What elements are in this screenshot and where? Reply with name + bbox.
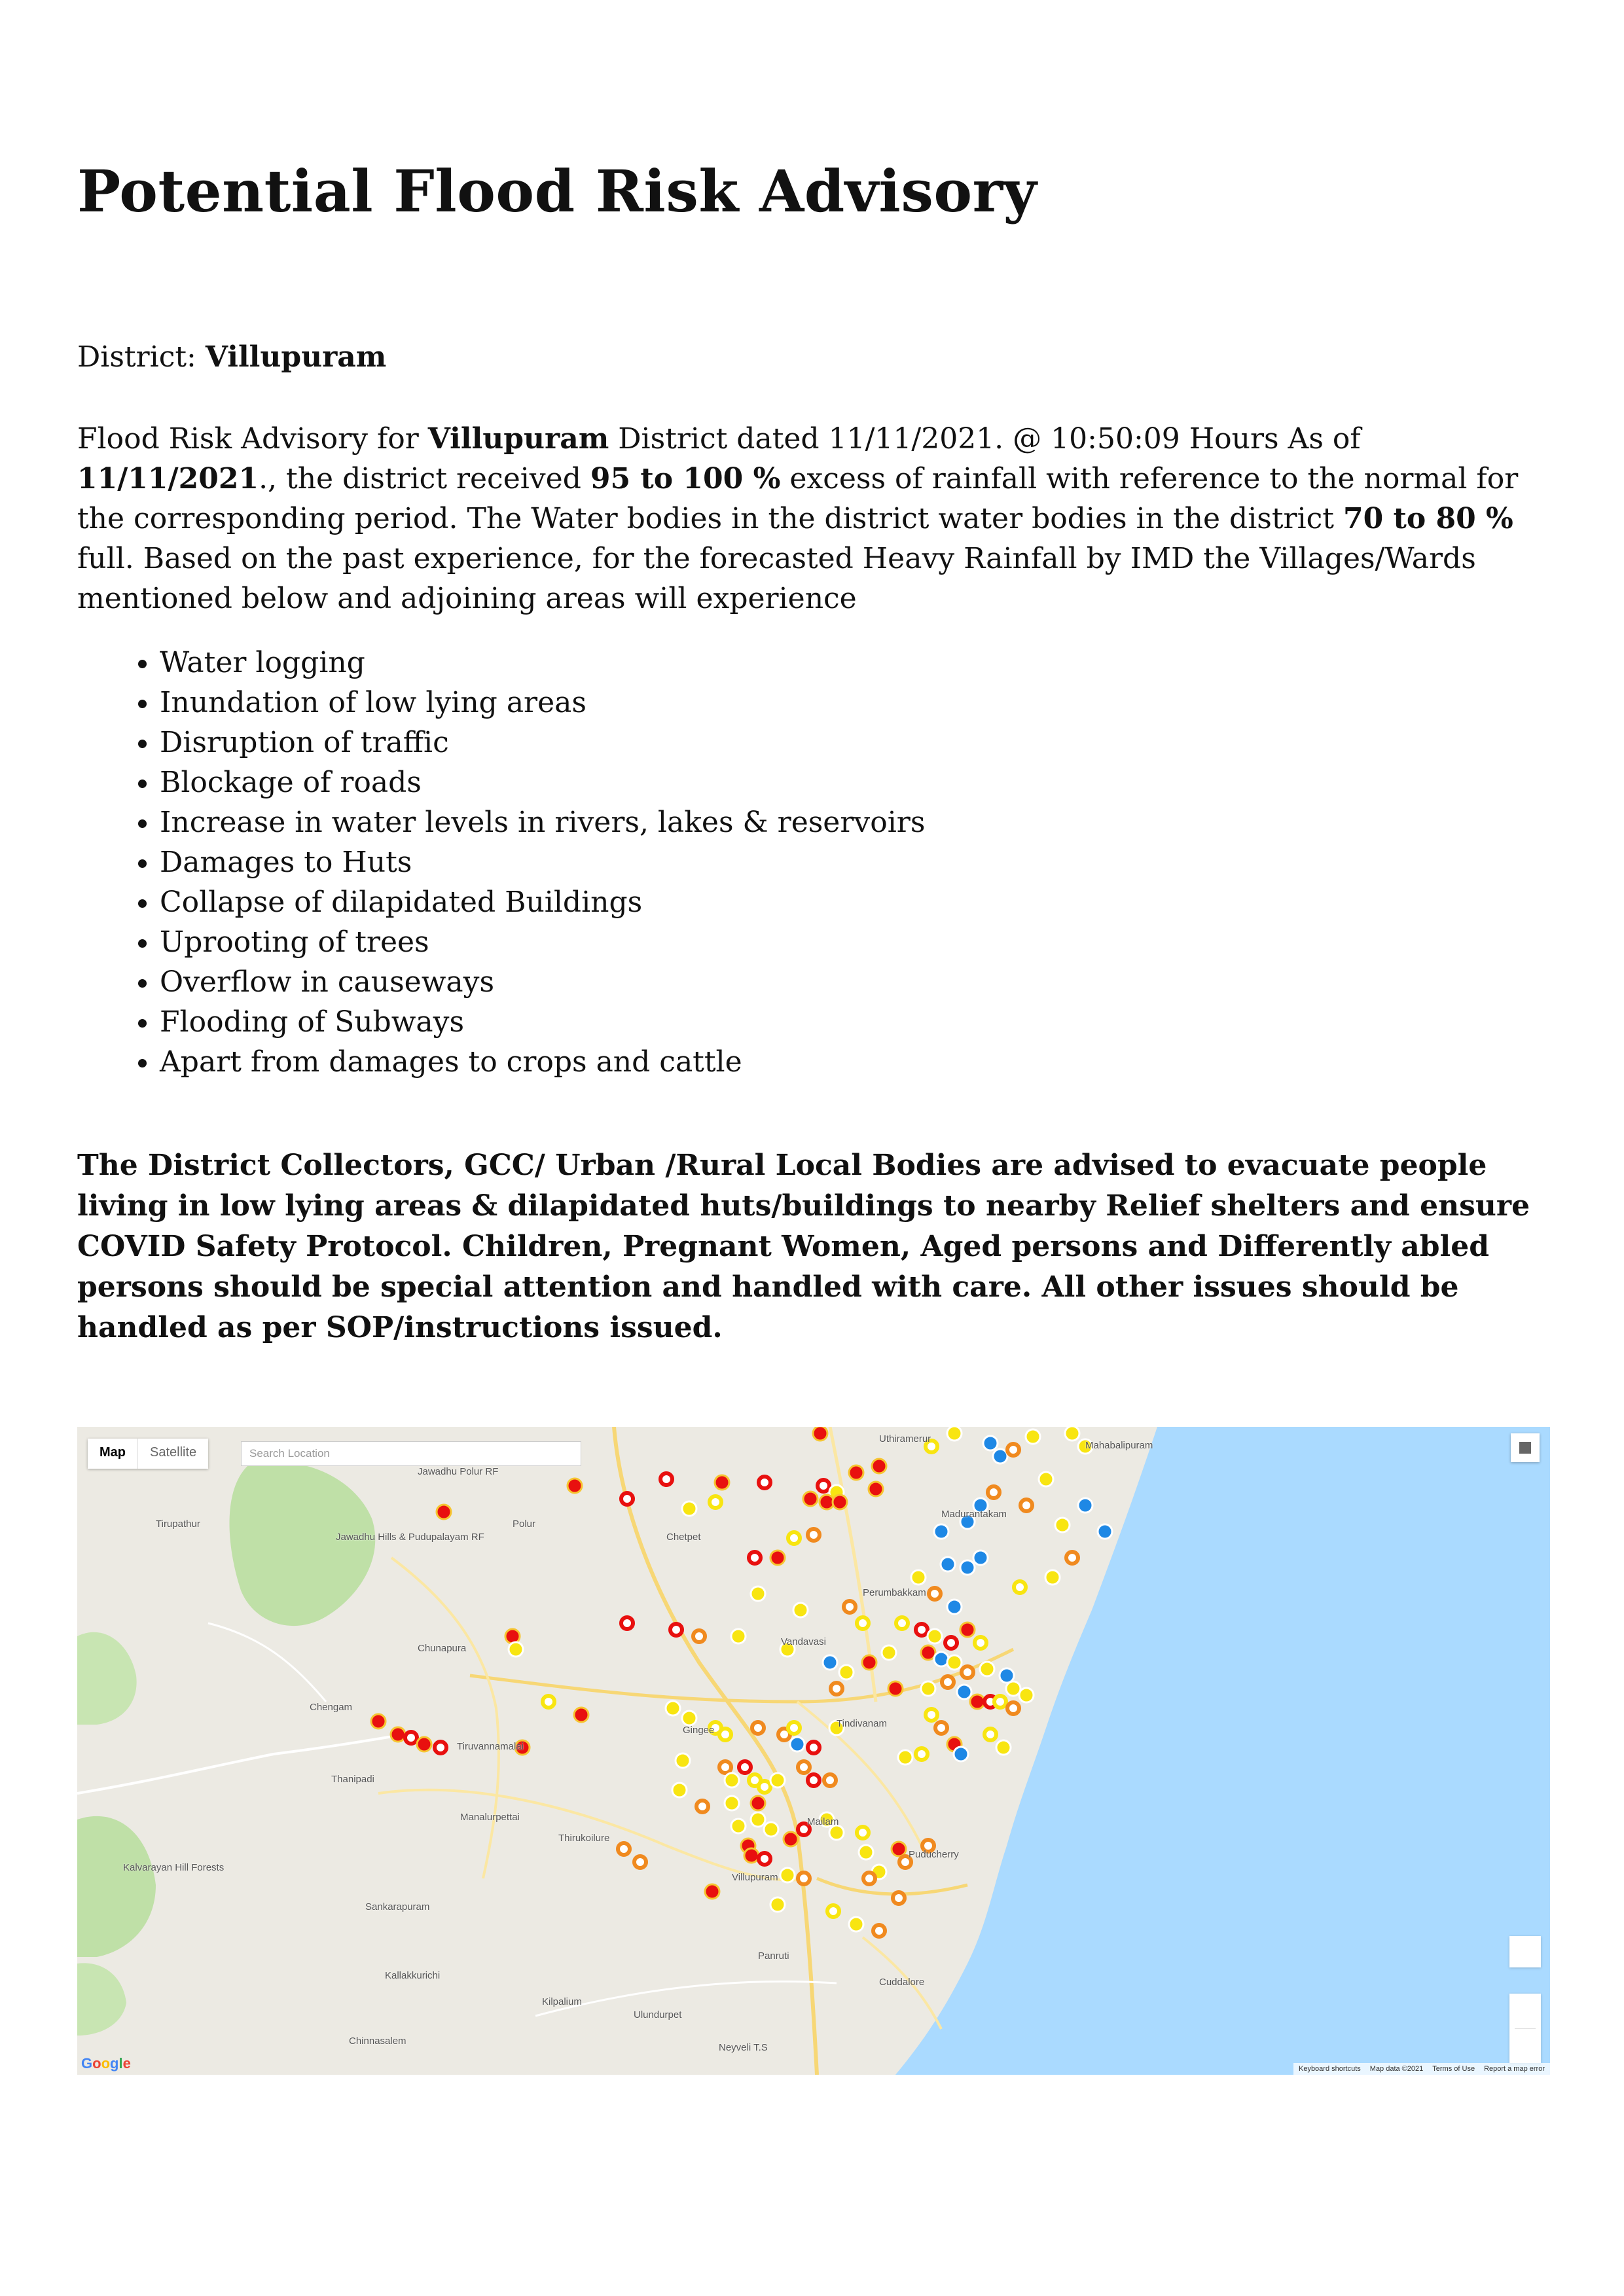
risk-marker[interactable] (744, 1848, 759, 1863)
risk-marker[interactable] (621, 1617, 633, 1629)
risk-marker[interactable] (710, 1496, 721, 1508)
advisory-text: Flood Risk Advisory for (77, 422, 428, 456)
risk-marker[interactable] (1055, 1518, 1070, 1532)
map-data-text: Map data ©2021 (1369, 2065, 1424, 2073)
risk-marker[interactable] (666, 1701, 680, 1715)
risk-marker[interactable] (660, 1473, 672, 1485)
place-label: Gingee (683, 1725, 715, 1736)
risk-marker[interactable] (417, 1737, 431, 1751)
risk-marker[interactable] (1039, 1472, 1053, 1486)
advisory-text: ., the district received (259, 462, 590, 495)
report-error-link[interactable]: Report a map error (1484, 2065, 1545, 2073)
keyboard-shortcuts-link[interactable]: Keyboard shortcuts (1298, 2065, 1361, 2073)
risk-marker[interactable] (872, 1459, 886, 1473)
risk-marker[interactable] (1098, 1524, 1112, 1539)
risk-marker[interactable] (405, 1732, 417, 1744)
risk-marker[interactable] (962, 1666, 973, 1678)
risk-marker[interactable] (882, 1645, 896, 1660)
risk-marker[interactable] (892, 1842, 906, 1856)
place-label: Polur (513, 1518, 536, 1530)
place-label: Chunapura (418, 1643, 467, 1654)
map-tab[interactable]: Map (99, 1445, 126, 1460)
risk-marker[interactable] (621, 1493, 633, 1505)
risk-marker[interactable] (833, 1495, 847, 1509)
risk-marker[interactable] (947, 1427, 962, 1441)
risk-marker[interactable] (682, 1711, 696, 1725)
page-title: Potential Flood Risk Advisory (77, 157, 1038, 225)
risk-marker[interactable] (751, 1812, 765, 1827)
place-label: Tindivanam (837, 1718, 887, 1729)
list-item: • Water logging (160, 643, 925, 683)
risk-marker[interactable] (790, 1737, 804, 1751)
risk-marker[interactable] (921, 1681, 935, 1696)
fullscreen-button[interactable] (1511, 1433, 1540, 1462)
risk-marker[interactable] (857, 1827, 869, 1839)
risk-marker[interactable] (391, 1727, 405, 1742)
list-item: • Inundation of low lying areas (160, 683, 925, 723)
advisory-paragraph (77, 419, 1550, 619)
effects-list (77, 643, 925, 1082)
place-label: Jawadhu Hills & Pudupalayam RF (336, 1532, 484, 1543)
risk-marker[interactable] (896, 1617, 908, 1629)
risk-marker[interactable] (857, 1617, 869, 1629)
risk-marker[interactable] (1066, 1552, 1078, 1564)
risk-marker[interactable] (798, 1873, 810, 1884)
place-label: Thirukoilure (558, 1833, 610, 1844)
risk-marker[interactable] (831, 1683, 842, 1695)
risk-marker[interactable] (693, 1630, 705, 1642)
flood-risk-map[interactable] (77, 1427, 1550, 2075)
risk-marker[interactable] (682, 1501, 696, 1516)
place-label: Chetpet (666, 1532, 701, 1543)
risk-marker[interactable] (749, 1552, 761, 1564)
risk-marker[interactable] (898, 1750, 912, 1765)
risk-marker[interactable] (634, 1856, 646, 1868)
place-label: Kallakkurichi (385, 1970, 441, 1981)
risk-marker[interactable] (862, 1655, 876, 1670)
risk-marker[interactable] (849, 1917, 863, 1931)
risk-marker[interactable] (929, 1588, 941, 1600)
risk-marker[interactable] (813, 1427, 827, 1441)
risk-marker[interactable] (945, 1637, 957, 1649)
risk-marker[interactable] (676, 1753, 690, 1768)
map-type-toggle (88, 1439, 208, 1469)
risk-marker[interactable] (759, 1477, 770, 1488)
place-label: Thanipadi (331, 1774, 374, 1785)
risk-marker[interactable] (911, 1570, 926, 1585)
advisory-text: full. Based on the past experience, for the forecasted Heavy Rainfall by IMD the Villages/Wards mentioned below and adjoining areas will experience (77, 542, 1476, 615)
risk-marker[interactable] (926, 1709, 937, 1721)
risk-marker[interactable] (725, 1796, 739, 1810)
risk-marker[interactable] (957, 1685, 971, 1699)
risk-marker[interactable] (759, 1853, 770, 1865)
risk-marker[interactable] (916, 1624, 928, 1636)
advisory-text: District dated 11/11/2021. @ 10:50:09 Hours As of (609, 422, 1361, 456)
list-item: • Overflow in causeways (160, 962, 925, 1002)
risk-marker[interactable] (928, 1629, 942, 1643)
risk-marker[interactable] (770, 1897, 785, 1912)
risk-marker[interactable] (873, 1925, 885, 1937)
search-input[interactable]: Search Location (241, 1441, 581, 1466)
list-item: • Disruption of traffic (160, 723, 925, 762)
place-label: Chinnasalem (349, 2036, 406, 2047)
advisory-text: excess of rainfall with reference to the normal for the corresponding period. The Water bodies in the district water bodies in the district (77, 462, 1519, 535)
risk-marker[interactable] (824, 1774, 836, 1786)
risk-marker[interactable] (941, 1557, 955, 1571)
risk-marker[interactable] (670, 1624, 682, 1636)
risk-marker[interactable] (942, 1676, 954, 1688)
place-label: Panruti (758, 1950, 789, 1962)
risk-marker[interactable] (839, 1665, 854, 1679)
place-label: Puducherry (909, 1849, 959, 1860)
risk-marker[interactable] (543, 1696, 554, 1708)
risk-marker[interactable] (808, 1742, 820, 1753)
risk-marker[interactable] (993, 1449, 1007, 1463)
risk-marker[interactable] (808, 1774, 820, 1786)
risk-marker[interactable] (752, 1722, 764, 1734)
risk-marker[interactable] (960, 1623, 975, 1637)
risk-marker[interactable] (859, 1845, 873, 1859)
place-label: Uthiramerur (879, 1433, 931, 1444)
google-logo: Google (81, 2055, 131, 2072)
water-level: 70 to 80 % (1343, 502, 1513, 535)
risk-marker[interactable] (888, 1681, 903, 1696)
rainfall-excess: 95 to 100 % (590, 462, 781, 495)
risk-marker[interactable] (829, 1825, 844, 1840)
list-item: • Collapse of dilapidated Buildings (160, 882, 925, 922)
risk-marker[interactable] (1026, 1429, 1040, 1444)
satellite-tab[interactable]: Satellite (137, 1439, 208, 1469)
place-label: Manalurpettai (460, 1812, 520, 1823)
terms-link[interactable]: Terms of Use (1432, 2065, 1475, 2073)
risk-marker[interactable] (705, 1884, 719, 1899)
place-label: Neyveli T.S (719, 2042, 768, 2053)
list-item: • Uprooting of trees (160, 922, 925, 962)
risk-marker[interactable] (947, 1655, 962, 1670)
risk-marker[interactable] (808, 1529, 820, 1541)
risk-marker[interactable] (818, 1480, 829, 1492)
risk-marker[interactable] (574, 1708, 588, 1722)
risk-marker[interactable] (1065, 1427, 1079, 1441)
map-footer (1293, 2063, 1550, 2075)
place-label: Tiruvannamalai (457, 1741, 524, 1752)
risk-marker[interactable] (893, 1892, 905, 1904)
list-item: • Apart from damages to crops and cattle (160, 1042, 925, 1082)
risk-marker[interactable] (1007, 1444, 1019, 1456)
risk-marker[interactable] (435, 1742, 446, 1753)
place-label: Kalvarayan Hill Forests (123, 1862, 225, 1873)
risk-marker[interactable] (618, 1843, 630, 1855)
risk-marker[interactable] (849, 1465, 863, 1480)
place-label: Madurantakam (941, 1509, 1007, 1520)
risk-marker[interactable] (960, 1560, 975, 1575)
risk-marker[interactable] (980, 1662, 994, 1676)
risk-marker[interactable] (1045, 1570, 1060, 1585)
list-item: • Blockage of roads (160, 762, 925, 802)
risk-marker[interactable] (770, 1551, 785, 1565)
risk-marker[interactable] (751, 1796, 765, 1810)
risk-marker[interactable] (696, 1801, 708, 1812)
risk-marker[interactable] (947, 1600, 962, 1614)
risk-marker[interactable] (715, 1475, 729, 1490)
risk-marker[interactable] (803, 1492, 818, 1506)
risk-marker[interactable] (764, 1822, 778, 1837)
zoom-divider (1515, 2028, 1536, 2029)
risk-marker[interactable] (505, 1629, 520, 1643)
risk-marker[interactable] (827, 1905, 839, 1917)
risk-marker[interactable] (869, 1482, 883, 1496)
risk-marker[interactable] (568, 1479, 582, 1493)
risk-marker[interactable] (731, 1819, 746, 1833)
risk-marker[interactable] (437, 1505, 451, 1519)
place-label: Chengam (310, 1702, 353, 1713)
risk-marker[interactable] (770, 1773, 785, 1787)
street-view-button[interactable] (1509, 1936, 1541, 1967)
risk-marker[interactable] (970, 1695, 984, 1709)
place-label: Sankarapuram (365, 1901, 430, 1912)
place-label: Villupuram (732, 1872, 778, 1883)
place-label: Cuddalore (879, 1977, 925, 1988)
risk-marker[interactable] (983, 1436, 998, 1450)
risk-marker[interactable] (1014, 1581, 1026, 1593)
risk-marker[interactable] (1019, 1688, 1034, 1702)
risk-marker[interactable] (731, 1629, 746, 1643)
risk-marker[interactable] (719, 1761, 731, 1773)
district-name: Villupuram (205, 340, 387, 374)
district-line (77, 340, 386, 374)
district-label: District: (77, 340, 206, 374)
risk-marker[interactable] (371, 1714, 386, 1729)
place-label: Ulundurpet (634, 2009, 682, 2020)
risk-marker[interactable] (751, 1587, 765, 1601)
risk-marker[interactable] (1000, 1668, 1014, 1683)
risk-marker[interactable] (793, 1603, 808, 1617)
place-label: Perumbakkam (863, 1587, 926, 1598)
map-basemap (77, 1427, 1550, 2075)
list-item: • Damages to Huts (160, 842, 925, 882)
risk-marker[interactable] (988, 1486, 1000, 1498)
zoom-control[interactable] (1509, 1994, 1541, 2063)
risk-marker[interactable] (1007, 1702, 1019, 1714)
place-label: Vandavasi (781, 1636, 826, 1647)
risk-marker[interactable] (759, 1781, 770, 1793)
risk-marker[interactable] (921, 1645, 935, 1660)
list-item: • Increase in water levels in rivers, lakes & reservoirs (160, 802, 925, 842)
risk-marker[interactable] (798, 1761, 810, 1773)
risk-marker[interactable] (984, 1729, 996, 1740)
risk-marker[interactable] (934, 1652, 948, 1666)
risk-marker[interactable] (1078, 1498, 1092, 1513)
risk-marker[interactable] (509, 1642, 523, 1657)
advisory-date: 11/11/2021 (77, 462, 259, 495)
risk-marker[interactable] (784, 1832, 798, 1846)
place-label: Jawadhu Polur RF (418, 1466, 499, 1477)
place-label: Mailam (807, 1816, 839, 1827)
risk-marker[interactable] (788, 1532, 800, 1544)
risk-marker[interactable] (934, 1524, 948, 1539)
collector-notice: The District Collectors, GCC/ Urban /Rural Local Bodies are advised to evacuate people living in low lying areas & dilapidated huts/buildings to nearby Relief shelters and ensure COVID Safety Protocol. Children, Pregnant Women, Aged persons and Differently abled persons should be special attention and handled with care. All other issues should be handled as per SOP/instructions issued. (77, 1149, 1530, 1344)
risk-marker[interactable] (994, 1696, 1006, 1708)
risk-marker[interactable] (725, 1773, 739, 1787)
fullscreen-icon (1519, 1442, 1531, 1454)
risk-marker[interactable] (719, 1729, 731, 1740)
risk-marker[interactable] (1006, 1681, 1020, 1696)
risk-marker[interactable] (780, 1868, 795, 1882)
risk-marker[interactable] (863, 1873, 875, 1884)
risk-marker[interactable] (935, 1722, 947, 1734)
risk-marker[interactable] (739, 1761, 751, 1773)
risk-marker[interactable] (975, 1637, 986, 1649)
risk-marker[interactable] (823, 1655, 837, 1670)
risk-marker[interactable] (1020, 1499, 1032, 1511)
risk-marker[interactable] (916, 1748, 928, 1760)
risk-marker[interactable] (672, 1783, 687, 1797)
list-item: • Flooding of Subways (160, 1002, 925, 1042)
risk-marker[interactable] (788, 1722, 800, 1734)
advisory-district: Villupuram (427, 422, 609, 456)
risk-marker[interactable] (844, 1601, 856, 1613)
risk-marker[interactable] (973, 1551, 988, 1565)
risk-marker[interactable] (954, 1747, 968, 1761)
risk-marker[interactable] (996, 1740, 1011, 1755)
place-label: Kilpalium (542, 1996, 582, 2007)
place-label: Tirupathur (156, 1518, 200, 1530)
place-label: Mahabalipuram (1085, 1440, 1153, 1451)
